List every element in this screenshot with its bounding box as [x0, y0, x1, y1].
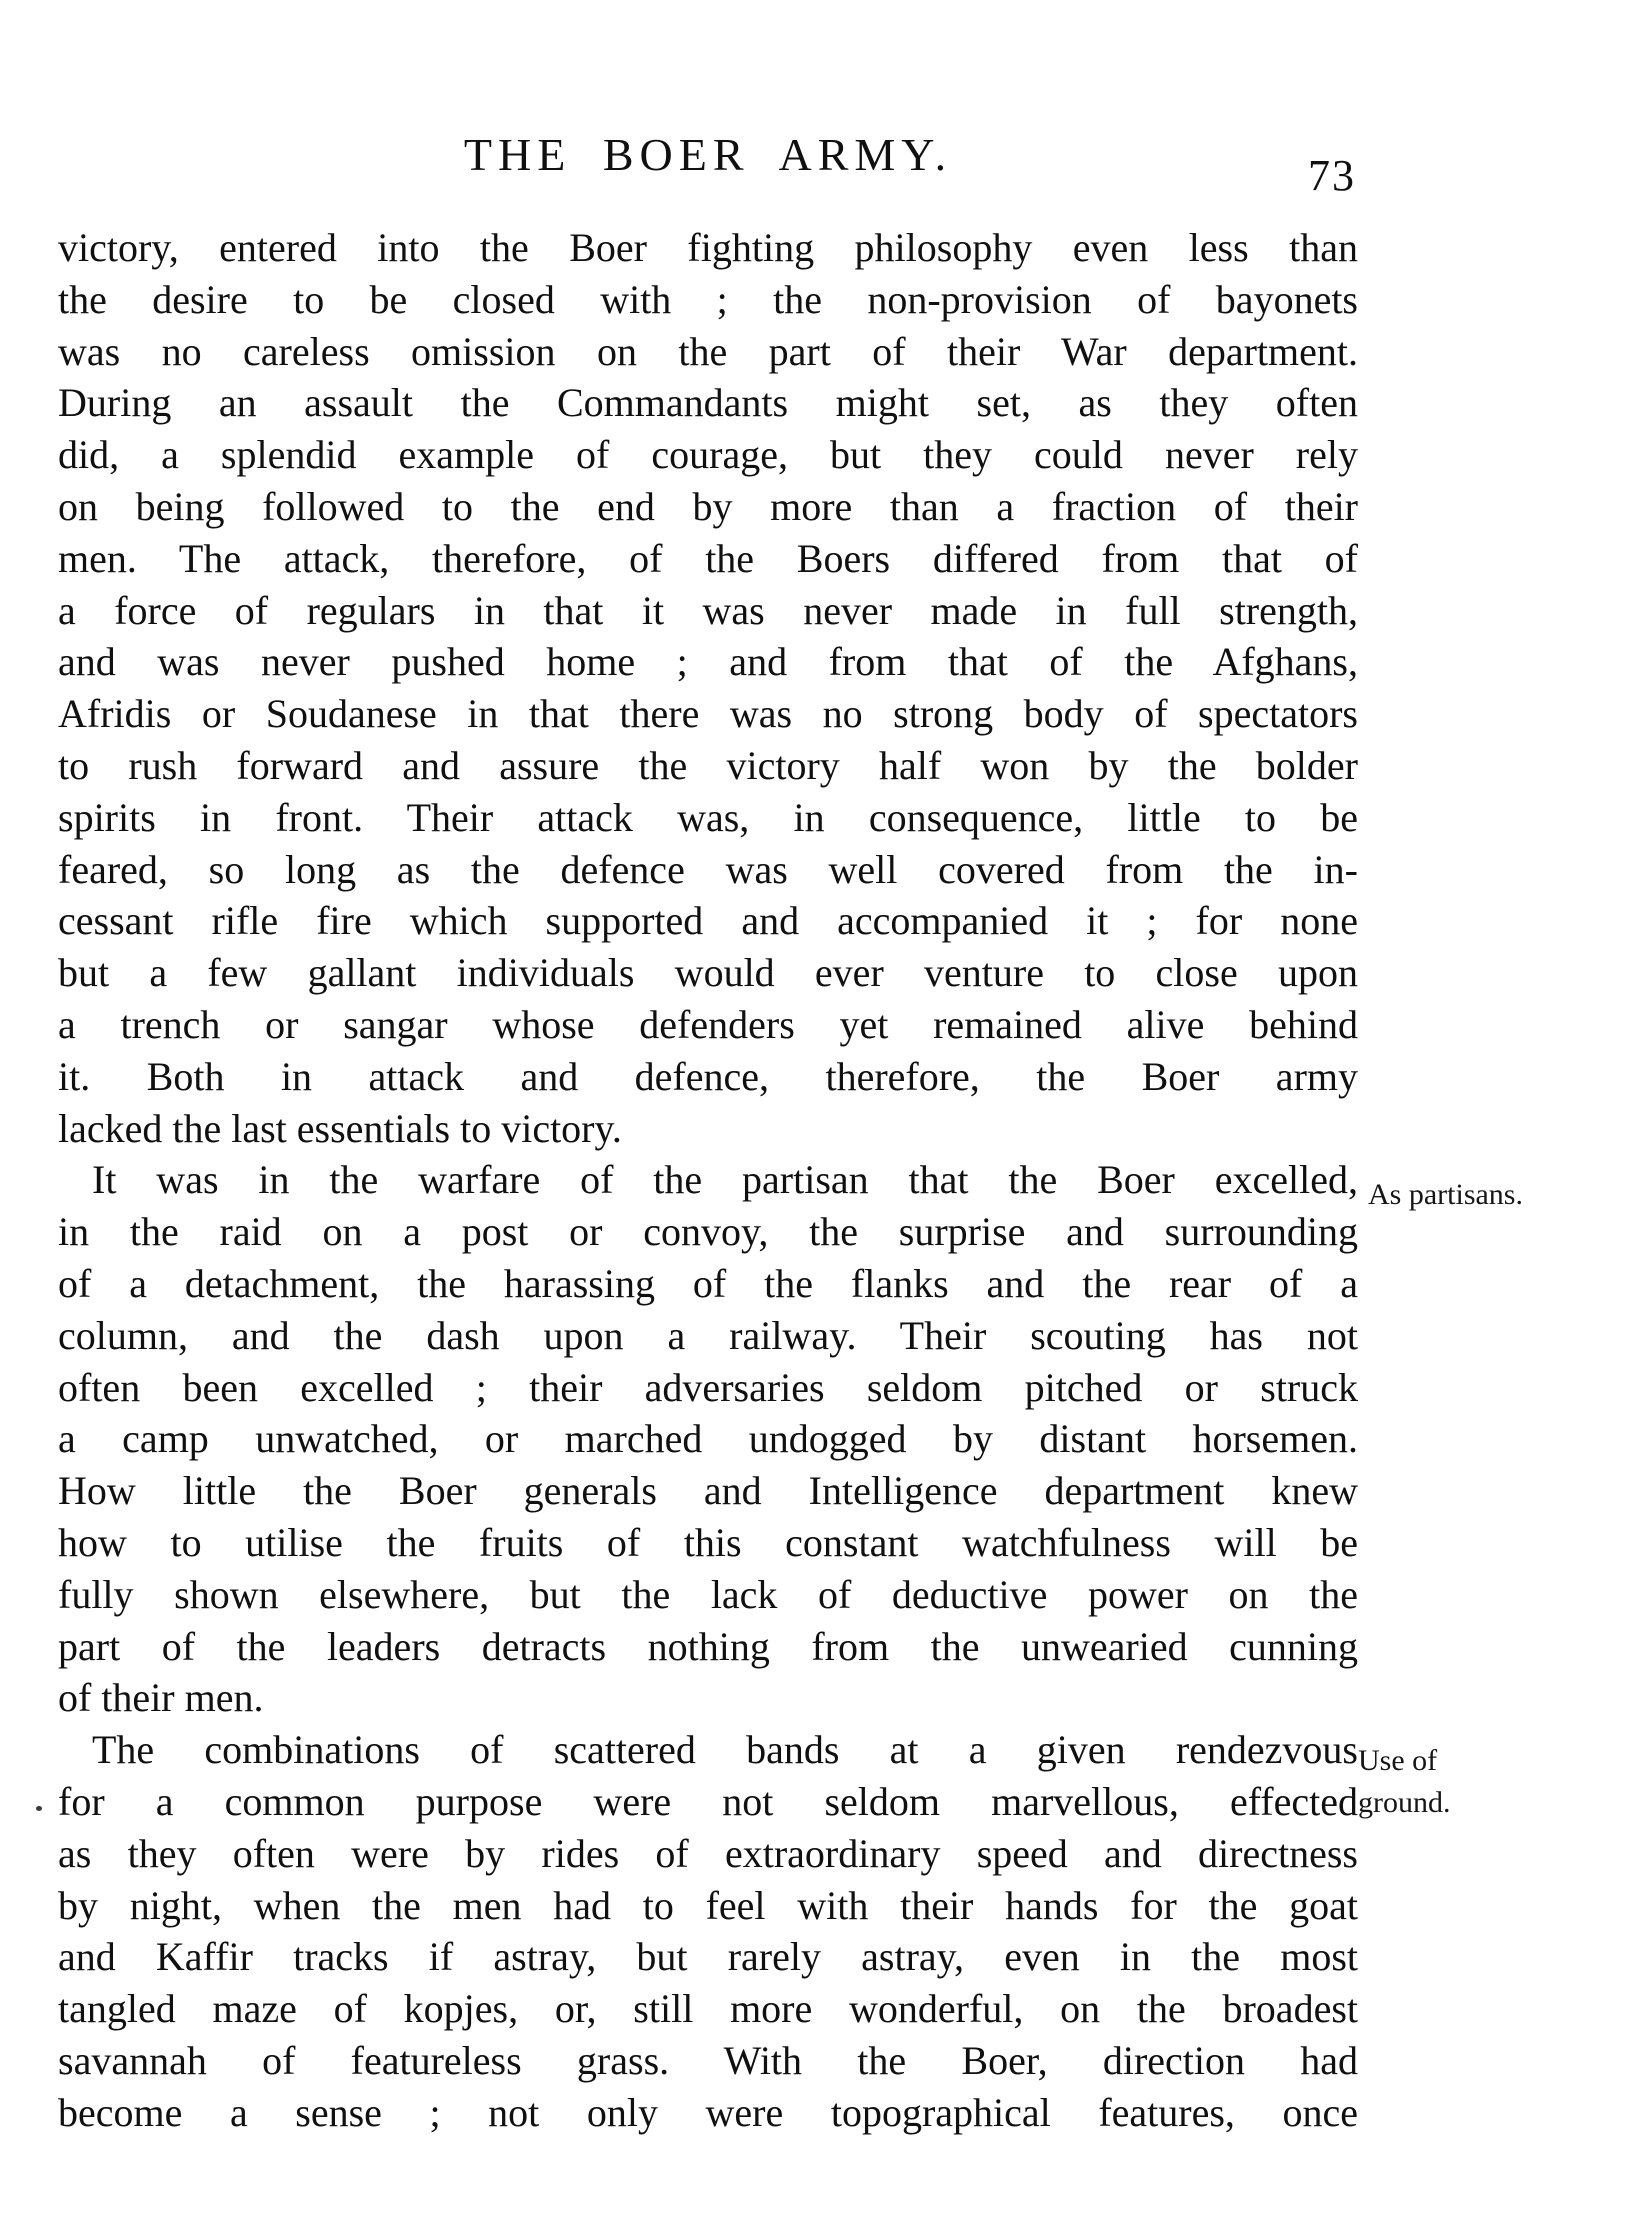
margin-note-line: Use of [1358, 1744, 1438, 1777]
paragraph-1 [58, 222, 1358, 1154]
text-line: a force of regulars in that it was never made in full strength, [58, 587, 1358, 633]
text-line: During an assault the Commandants might set, as they often [58, 380, 1358, 426]
text-line: on being followed to the end by more than a fraction of their [58, 483, 1358, 529]
text-line: a camp unwatched, or marched undogged by distant horsemen. [58, 1416, 1358, 1462]
body-text [58, 222, 1358, 2138]
text-line: how to utilise the fruits of this constant watchfulness will be [58, 1519, 1358, 1565]
text-line: savannah of featureless grass. With the Boer, direction had [58, 2037, 1358, 2083]
text-line: it. Both in attack and defence, therefore, the Boer army [58, 1053, 1358, 1099]
text-line: did, a splendid example of courage, but they could never rely [58, 432, 1358, 478]
text-line: and Kaffir tracks if astray, but rarely astray, even in the most [58, 1934, 1358, 1980]
paragraph-3 [58, 1724, 1358, 2138]
scan-speck [36, 1806, 42, 1811]
text-line: The combinations of scattered bands at a given rendezvous [92, 1727, 1358, 1773]
text-line: was no careless omission on the part of their War department. [58, 328, 1358, 374]
text-line: for a common purpose were not seldom marvellous, effected [58, 1778, 1358, 1824]
text-line: victory, entered into the Boer fighting philosophy even less than [58, 225, 1358, 270]
text-line: It was in the warfare of the partisan that the Boer excelled, [92, 1157, 1358, 1203]
text-line: and was never pushed home ; and from that of the Afghans, [58, 639, 1358, 685]
text-line: column, and the dash upon a railway. Their scouting has not [58, 1312, 1358, 1358]
text-line: Afridis or Soudanese in that there was no strong body of spectators [58, 691, 1358, 737]
text-line: of their men. [58, 1675, 264, 1721]
text-line: feared, so long as the defence was well covered from the in- [58, 846, 1358, 892]
text-line: a trench or sangar whose defenders yet remained alive behind [58, 1001, 1358, 1047]
text-line: as they often were by rides of extraordinary speed and directness [58, 1830, 1358, 1876]
page-title: THE BOER ARMY. [463, 129, 953, 180]
text-line: cessant rifle fire which supported and accompanied it ; for none [58, 898, 1358, 944]
text-line: by night, when the men had to feel with their hands for the goat [58, 1882, 1358, 1928]
margin-note-line: As partisans. [1368, 1178, 1523, 1211]
text-line: men. The attack, therefore, of the Boers differed from that of [58, 535, 1358, 581]
margin-note-as-partisans [1368, 1174, 1523, 1216]
text-line: often been excelled ; their adversaries seldom pitched or struck [58, 1364, 1358, 1410]
text-line: the desire to be closed with ; the non-provision of bayonets [58, 276, 1358, 322]
text-line: tangled maze of kopjes, or, still more wonderful, on the broadest [58, 1986, 1358, 2032]
text-line: How little the Boer generals and Intelligence department knew [58, 1468, 1358, 1514]
paragraph-2 [58, 1154, 1358, 1724]
text-line: to rush forward and assure the victory half won by the bolder [58, 742, 1358, 788]
page-number: 73 [1308, 151, 1356, 200]
text-line: spirits in front. Their attack was, in consequence, little to be [58, 794, 1358, 840]
text-line: of a detachment, the harassing of the flanks and the rear of a [58, 1260, 1358, 1306]
margin-note-line: ground. [1358, 1786, 1451, 1819]
text-line: fully shown elsewhere, but the lack of deductive power on the [58, 1571, 1358, 1617]
text-line: but a few gallant individuals would ever venture to close upon [58, 950, 1358, 996]
text-line: become a sense ; not only were topographical features, once [58, 2089, 1358, 2135]
text-line: part of the leaders detracts nothing from the unwearied cunning [58, 1623, 1358, 1669]
margin-note-use-of-ground [1358, 1740, 1451, 1824]
text-line: in the raid on a post or convoy, the surprise and surrounding [58, 1209, 1358, 1255]
text-line: lacked the last essentials to victory. [58, 1105, 622, 1151]
